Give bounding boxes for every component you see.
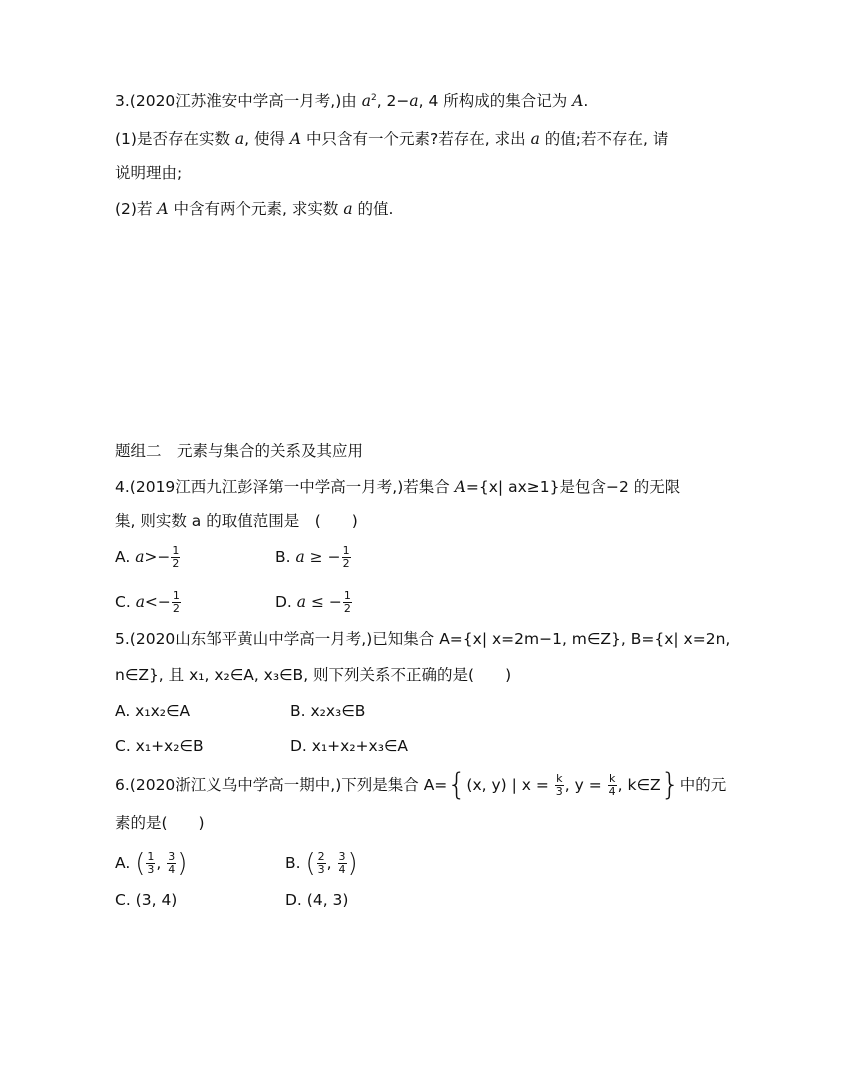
var-a: a xyxy=(361,92,371,110)
numerator: 1 xyxy=(172,589,180,602)
fraction xyxy=(608,773,617,798)
comma: , xyxy=(326,854,337,872)
denominator: 2 xyxy=(342,557,350,570)
comma: , xyxy=(156,854,167,872)
numerator: 3 xyxy=(338,850,346,863)
left-brace: { xyxy=(447,767,467,803)
option-label: B. xyxy=(275,548,296,566)
q3-part1 xyxy=(115,128,668,150)
q6-stem xyxy=(115,767,727,803)
q3-text: 由 xyxy=(341,92,362,110)
fraction xyxy=(172,590,181,615)
q4-option-a[interactable] xyxy=(115,545,181,570)
section-title: 题组二 元素与集合的关系及其应用 xyxy=(115,442,364,460)
q5-option-c[interactable]: C. x₁+x₂∈B xyxy=(115,737,204,755)
q4-source: (2019江西九江彭泽第一中学高一月考,) xyxy=(129,478,404,496)
q4-text: 若集合 xyxy=(403,478,455,496)
q5-line2: n∈Z}, 且 x₁, x₂∈A, x₃∈B, 则下列关系不正确的是( ) xyxy=(115,666,512,684)
q6-option-b[interactable] xyxy=(285,848,358,879)
fraction xyxy=(171,545,180,570)
q3-part1-line2: 说明理由; xyxy=(115,164,183,182)
fraction xyxy=(342,545,351,570)
q6-option-d[interactable]: D. (4, 3) xyxy=(285,891,349,909)
numerator: 1 xyxy=(172,544,180,557)
q3-text: 的值. xyxy=(352,200,394,218)
fraction xyxy=(317,851,326,876)
exponent: 2 xyxy=(370,92,377,103)
option-label: A. xyxy=(115,548,136,566)
q3-part2 xyxy=(115,198,393,220)
numerator: 3 xyxy=(168,850,176,863)
q5-set-b: B={x| x=2n, xyxy=(630,630,731,648)
q4-option-c[interactable] xyxy=(115,590,182,615)
fraction xyxy=(338,851,347,876)
fraction xyxy=(343,590,352,615)
var-a: a xyxy=(343,200,353,218)
numerator: 1 xyxy=(147,850,155,863)
option-relation: a<− xyxy=(135,593,171,611)
q3-text: (2)若 xyxy=(115,200,158,218)
var-a: a xyxy=(530,130,540,148)
option-label: B. xyxy=(285,854,306,872)
q3-text: , 4 所构成的集合记为 xyxy=(418,92,573,110)
q6-number: 6. xyxy=(115,776,130,794)
q3-text: 的值;若不存在, 请 xyxy=(539,130,669,148)
set-A: A xyxy=(157,200,169,218)
set-A: A xyxy=(454,478,466,496)
denominator: 3 xyxy=(555,785,563,798)
right-paren: ) xyxy=(177,848,188,879)
q3-text: , 2− xyxy=(376,92,410,110)
q4-number: 4. xyxy=(115,478,130,496)
left-paren: ( xyxy=(135,848,146,879)
q4-option-d[interactable] xyxy=(275,590,353,615)
denominator: 3 xyxy=(147,863,155,876)
q4-text: 是包含−2 的无限 xyxy=(559,478,681,496)
q3-number: 3. xyxy=(115,92,130,110)
denominator: 4 xyxy=(168,863,176,876)
q3-text: , 使得 xyxy=(244,130,290,148)
q4-set: ={x| ax≥1} xyxy=(465,478,560,496)
set-A: A xyxy=(289,130,302,148)
option-label: D. xyxy=(275,593,297,611)
q5-option-b[interactable]: B. x₂x₃∈B xyxy=(290,702,366,720)
q4-stem xyxy=(115,476,680,498)
fraction xyxy=(555,773,564,798)
right-brace: } xyxy=(660,767,680,803)
numerator: k xyxy=(556,772,563,785)
q4-line2: 集, 则实数 a 的取值范围是 ( ) xyxy=(115,512,358,530)
q6-set-body: , y = xyxy=(564,776,607,794)
q4-option-b[interactable] xyxy=(275,545,352,570)
right-paren: ) xyxy=(347,848,358,879)
q6-set-name: A= xyxy=(423,776,448,794)
q5-option-a[interactable]: A. x₁x₂∈A xyxy=(115,702,191,720)
q3-text: . xyxy=(583,92,589,110)
q6-set-body: (x, y) | x = xyxy=(466,776,554,794)
q5-set-a: A={x| x=2m−1, m∈Z}, xyxy=(439,630,631,648)
q6-line2: 素的是( ) xyxy=(115,814,205,832)
fraction xyxy=(146,851,155,876)
q5-number: 5. xyxy=(115,630,130,648)
q5-text: 已知集合 xyxy=(372,630,440,648)
q6-text: 下列是集合 xyxy=(341,776,424,794)
var-a: a xyxy=(409,92,419,110)
denominator: 2 xyxy=(172,602,180,615)
denominator: 4 xyxy=(608,785,616,798)
q6-set-body: , k∈Z xyxy=(617,776,661,794)
q5-option-d[interactable]: D. x₁+x₂+x₃∈A xyxy=(290,737,409,755)
q3-source: (2020江苏淮安中学高一月考,) xyxy=(129,92,342,110)
option-label: A. xyxy=(115,854,136,872)
option-relation: a ≥ − xyxy=(295,548,341,566)
left-paren: ( xyxy=(305,848,316,879)
q3-stem xyxy=(115,90,588,112)
option-relation: a ≤ − xyxy=(296,593,342,611)
denominator: 2 xyxy=(172,557,180,570)
q6-option-c[interactable]: C. (3, 4) xyxy=(115,891,178,909)
set-A: A xyxy=(572,92,584,110)
numerator: 1 xyxy=(343,589,351,602)
numerator: 1 xyxy=(342,544,350,557)
q5-source: (2020山东邹平黄山中学高一月考,) xyxy=(129,630,373,648)
q3-text: 中只含有一个元素?若存在, 求出 xyxy=(301,130,531,148)
option-relation: a>− xyxy=(135,548,171,566)
denominator: 4 xyxy=(338,863,346,876)
denominator: 3 xyxy=(317,863,325,876)
q6-text: 中的元 xyxy=(679,776,727,794)
q6-option-a[interactable] xyxy=(115,848,188,879)
option-label: C. xyxy=(115,593,136,611)
q3-text: (1)是否存在实数 xyxy=(115,130,235,148)
q6-source: (2020浙江义乌中学高一期中,) xyxy=(129,776,342,794)
numerator: k xyxy=(608,772,616,785)
numerator: 2 xyxy=(317,850,325,863)
q3-text: 中含有两个元素, 求实数 xyxy=(168,200,344,218)
var-a: a xyxy=(234,130,245,148)
denominator: 2 xyxy=(343,602,351,615)
fraction xyxy=(167,851,176,876)
q5-stem xyxy=(115,628,730,650)
